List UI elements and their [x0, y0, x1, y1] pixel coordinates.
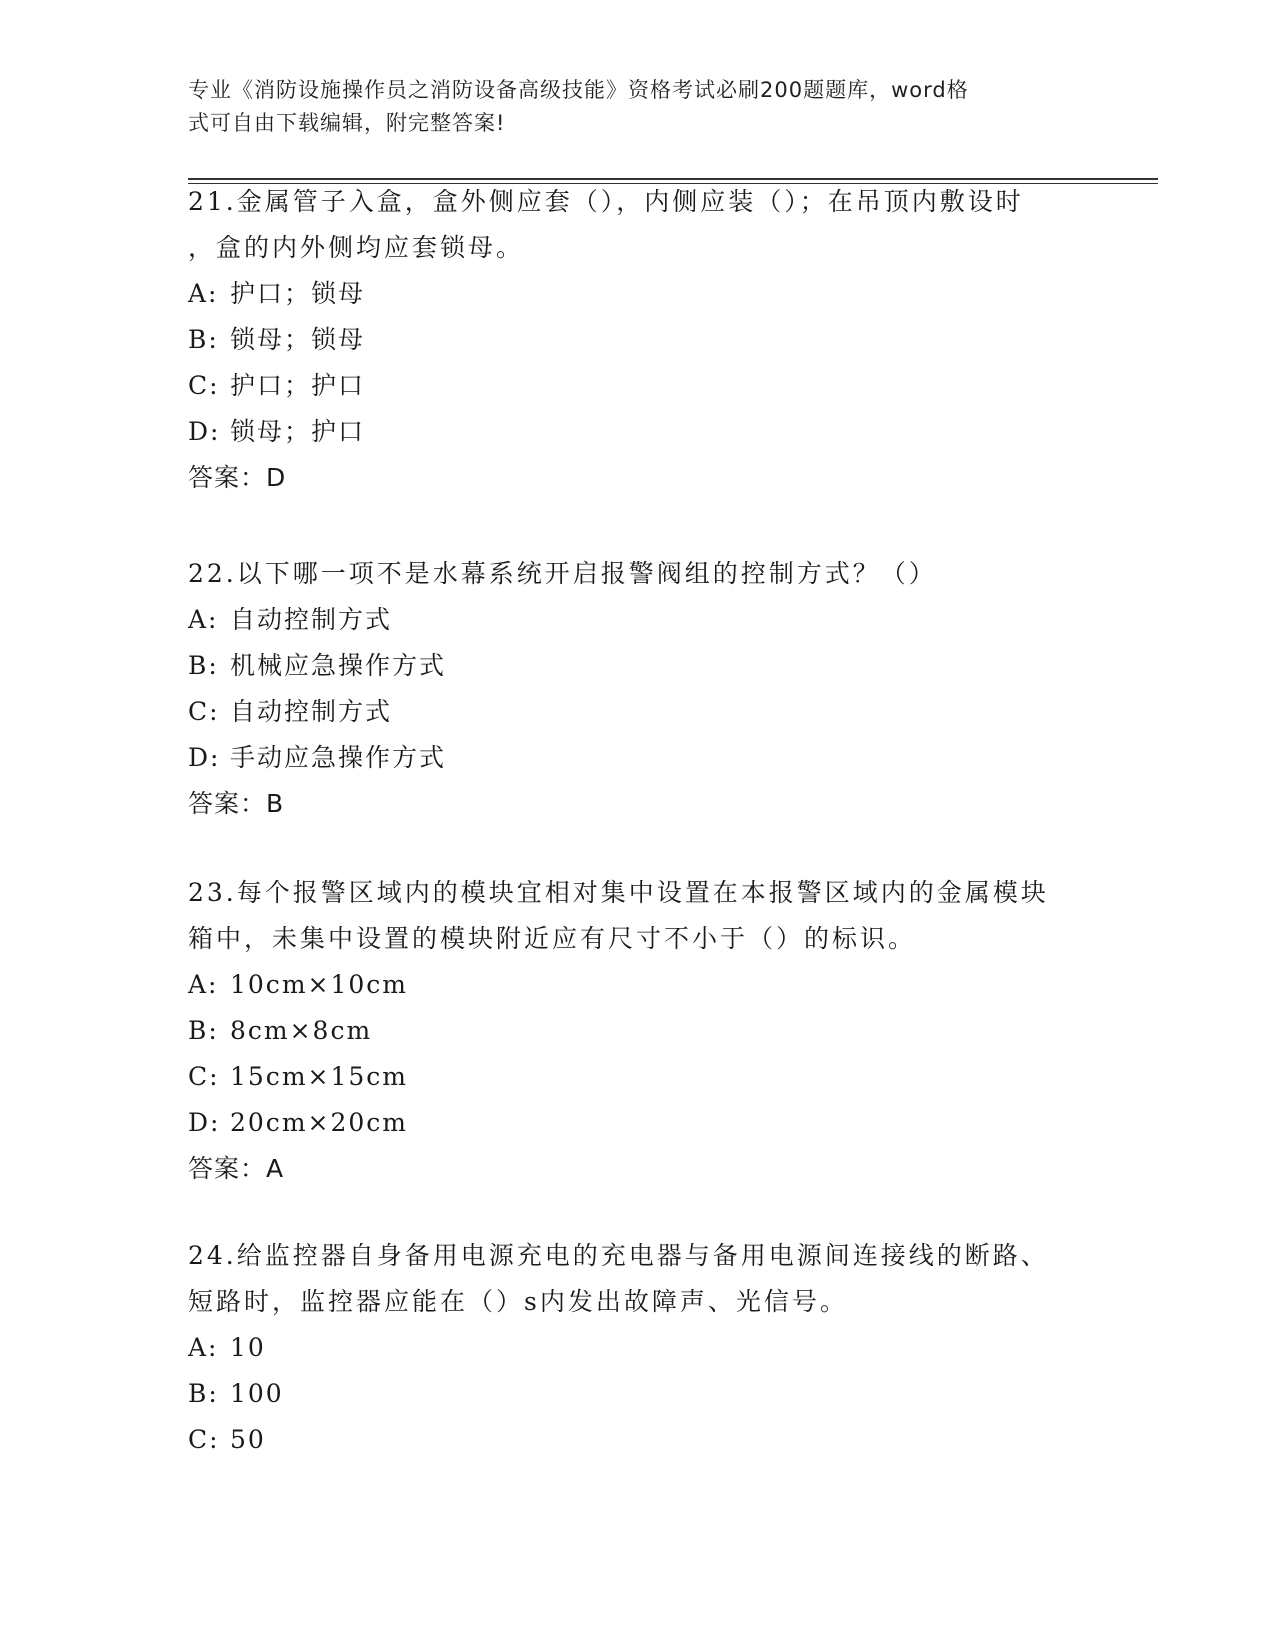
option-key: D:	[188, 743, 221, 772]
option-text: 自动控制方式	[230, 605, 393, 634]
question-stem: 23.每个报警区域内的模块宜相对集中设置在本报警区域内的金属模块	[188, 878, 1049, 907]
option-text: 锁母；护口	[230, 417, 366, 446]
option-b	[188, 317, 1088, 363]
option-key: A:	[188, 605, 219, 634]
option-a	[188, 1325, 1088, 1371]
option-key: C:	[188, 1425, 220, 1454]
question-stem: 22.以下哪一项不是水幕系统开启报警阀组的控制方式？（）	[188, 559, 937, 588]
option-a	[188, 271, 1088, 317]
option-b	[188, 643, 1088, 689]
option-c	[188, 689, 1088, 735]
option-c	[188, 1417, 1088, 1463]
option-text: 机械应急操作方式	[230, 651, 447, 680]
option-text: 50	[230, 1425, 266, 1454]
option-key: A:	[188, 279, 219, 308]
option-text: 10cm×10cm	[230, 970, 408, 999]
option-text: 锁母；锁母	[230, 325, 366, 354]
option-key: B:	[188, 1379, 219, 1408]
option-key: A:	[188, 970, 219, 999]
option-d	[188, 1100, 1088, 1146]
question-stem-continued: 短路时，监控器应能在（）s内发出故障声、光信号。	[188, 1287, 848, 1316]
document-header	[188, 74, 1068, 140]
header-line-1: 专业《消防设施操作员之消防设备高级技能》资格考试必刷200题题库，word格	[188, 78, 969, 102]
option-key: B:	[188, 1016, 219, 1045]
option-c	[188, 1054, 1088, 1100]
question-24	[188, 1233, 1088, 1463]
header-line-2: 式可自由下载编辑，附完整答案!	[188, 111, 506, 135]
answer: 答案：A	[188, 1154, 285, 1183]
option-key: C:	[188, 1062, 220, 1091]
option-a	[188, 962, 1088, 1008]
option-key: B:	[188, 651, 219, 680]
option-text: 15cm×15cm	[230, 1062, 408, 1091]
option-key: C:	[188, 697, 220, 726]
option-text: 护口；护口	[230, 371, 366, 400]
question-stem: 24.给监控器自身备用电源充电的充电器与备用电源间连接线的断路、	[188, 1241, 1049, 1270]
question-stem: 21.金属管子入盒，盒外侧应套（），内侧应装（）；在吊顶内敷设时	[188, 187, 1024, 216]
answer: 答案：D	[188, 463, 287, 492]
option-b	[188, 1371, 1088, 1417]
option-key: D:	[188, 417, 221, 446]
question-stem-continued: 箱中，未集中设置的模块附近应有尺寸不小于（）的标识。	[188, 924, 917, 953]
question-23	[188, 870, 1088, 1192]
option-key: C:	[188, 371, 220, 400]
answer: 答案：B	[188, 789, 285, 818]
question-stem-continued: ，盒的内外侧均应套锁母。	[188, 233, 525, 262]
option-text: 8cm×8cm	[230, 1016, 373, 1045]
option-d	[188, 735, 1088, 781]
option-b	[188, 1008, 1088, 1054]
option-key: B:	[188, 325, 219, 354]
option-text: 20cm×20cm	[230, 1108, 408, 1137]
option-text: 自动控制方式	[230, 697, 393, 726]
option-text: 10	[230, 1333, 266, 1362]
option-a	[188, 597, 1088, 643]
option-text: 护口；锁母	[230, 279, 366, 308]
question-22	[188, 551, 1088, 827]
option-text: 100	[230, 1379, 284, 1408]
option-c	[188, 363, 1088, 409]
question-21	[188, 179, 1088, 501]
option-key: D:	[188, 1108, 221, 1137]
option-text: 手动应急操作方式	[230, 743, 447, 772]
option-d	[188, 409, 1088, 455]
option-key: A:	[188, 1333, 219, 1362]
